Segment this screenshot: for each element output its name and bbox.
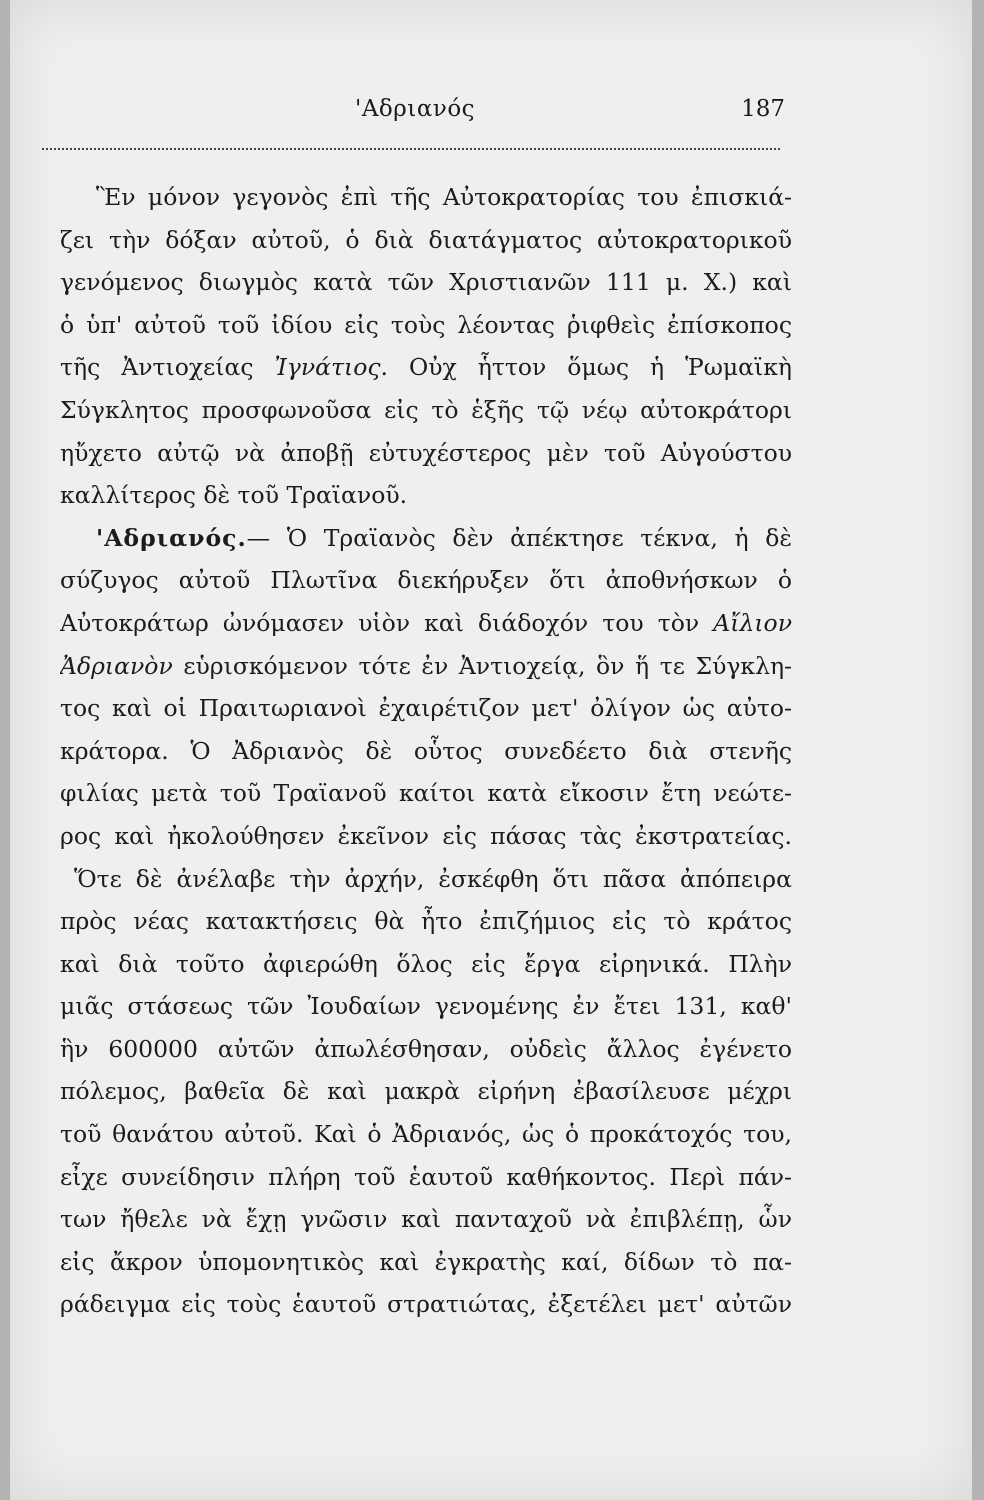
book-page — [10, 0, 972, 1500]
text-line: Ἓν μόνον γεγονὸς ἐπὶ τῆς Αὐτοκρατορίας του ἐπισκιά- — [96, 183, 792, 211]
text-segment: — Ὁ Τραϊανὸς δὲν ἀπέκτησε τέκνα, ἡ δὲ — [246, 523, 792, 552]
text-segment: . Οὐχ ἧττον ὅμως ἡ Ῥωμαϊκὴ — [380, 353, 792, 382]
text-line: εἰς ἄκρον ὑπομονητικὸς καὶ ἐγκρατὴς καί, δίδων τὸ πα- — [60, 1247, 792, 1276]
text-line: εἶχε συνείδησιν πλήρη τοῦ ἑαυτοῦ καθήκοντος. Περὶ πάν- — [60, 1162, 792, 1191]
page-header — [50, 96, 785, 130]
text-line: πόλεμος, βαθεῖα δὲ καὶ μακρὰ εἰρήνη ἐβασίλευσε μέχρι — [60, 1077, 792, 1106]
text-line: ἣν 600000 αὐτῶν ἀπωλέσθησαν, οὐδεὶς ἄλλος ἐγένετο — [60, 1034, 792, 1063]
text-line — [60, 517, 792, 560]
italic-name: Ἰγνάτιος — [274, 353, 381, 382]
text-line: ηὔχετο αὐτῷ νὰ ἀποβῇ εὐτυχέστερος μὲν τοῦ Αὐγούστου — [60, 438, 792, 467]
text-line: σύζυγος αὐτοῦ Πλωτῖνα διεκήρυξεν ὅτι ἀποθνήσκων ὁ — [60, 566, 792, 595]
header-divider — [42, 148, 780, 150]
text-line: μιᾶς στάσεως τῶν Ἰουδαίων γενομένης ἐν ἔτει 131, καθ' — [60, 992, 792, 1021]
italic-name: Αἴλιον — [713, 608, 792, 637]
text-line — [60, 602, 792, 645]
text-segment: τῆς Ἀντιοχείας — [60, 353, 275, 382]
section-heading: 'Αδριανός. — [96, 523, 247, 552]
text-line: γενόμενος διωγμὸς κατὰ τῶν Χριστιανῶν 111 μ. Χ.) καὶ — [60, 268, 792, 297]
text-line: Ὅτε δὲ ἀνέλαβε τὴν ἀρχήν, ἐσκέφθη ὅτι πᾶσα ἀπόπειρα — [74, 864, 792, 893]
running-head: 'Αδριανός — [355, 96, 476, 122]
text-line — [60, 346, 792, 389]
text-line: κράτορα. Ὁ Ἀδριανὸς δὲ οὗτος συνεδέετο διὰ στενῆς — [60, 736, 792, 765]
page-number: 187 — [741, 96, 785, 122]
text-line — [60, 645, 792, 688]
text-line: των ἤθελε νὰ ἔχῃ γνῶσιν καὶ πανταχοῦ νὰ ἐπιβλέπῃ, ὧν — [60, 1205, 792, 1234]
text-line: τοῦ θανάτου αὐτοῦ. Καὶ ὁ Ἀδριανός, ὡς ὁ προκάτοχός του, — [60, 1120, 792, 1149]
text-line: ζει τὴν δόξαν αὐτοῦ, ὁ διὰ διατάγματος αὐτοκρατορικοῦ — [60, 225, 792, 254]
text-line: καὶ διὰ τοῦτο ἀφιερώθη ὅλος εἰς ἔργα εἰρηνικά. Πλὴν — [60, 949, 792, 978]
text-line: ράδειγμα εἰς τοὺς ἑαυτοῦ στρατιώτας, ἐξετέλει μετ' αὐτῶν — [60, 1290, 792, 1319]
text-line: ὁ ὑπ' αὐτοῦ τοῦ ἰδίου εἰς τοὺς λέοντας ῥιφθεὶς ἐπίσκοπος — [60, 310, 792, 339]
text-line: φιλίας μετὰ τοῦ Τραϊανοῦ καίτοι κατὰ εἴκοσιν ἔτη νεώτε- — [60, 779, 792, 808]
text-segment: Αὐτοκράτωρ ὠνόμασεν υἱὸν καὶ διάδοχόν του τὸν — [60, 608, 714, 637]
body-text — [60, 176, 792, 1326]
text-line: τος καὶ οἱ Πραιτωριανοὶ ἐχαιρέτιζον μετ' ὀλίγον ὡς αὐτο- — [60, 694, 792, 723]
text-segment: εὑρισκόμενον τότε ἐν Ἀντιοχείᾳ, ὃν ἥ τε Σύγκλη- — [172, 651, 792, 680]
italic-name: Ἀδριανὸν — [60, 651, 173, 680]
text-line: πρὸς νέας κατακτήσεις θὰ ἦτο ἐπιζήμιος εἰς τὸ κράτος — [60, 907, 792, 936]
text-line: καλλίτερος δὲ τοῦ Τραϊανοῦ. — [60, 481, 408, 510]
text-line: Σύγκλητος προσφωνοῦσα εἰς τὸ ἑξῆς τῷ νέῳ αὐτοκράτορι — [60, 395, 792, 424]
text-line: ρος καὶ ἠκολούθησεν ἐκεῖνον εἰς πάσας τὰς ἐκστρατείας. — [60, 821, 792, 850]
